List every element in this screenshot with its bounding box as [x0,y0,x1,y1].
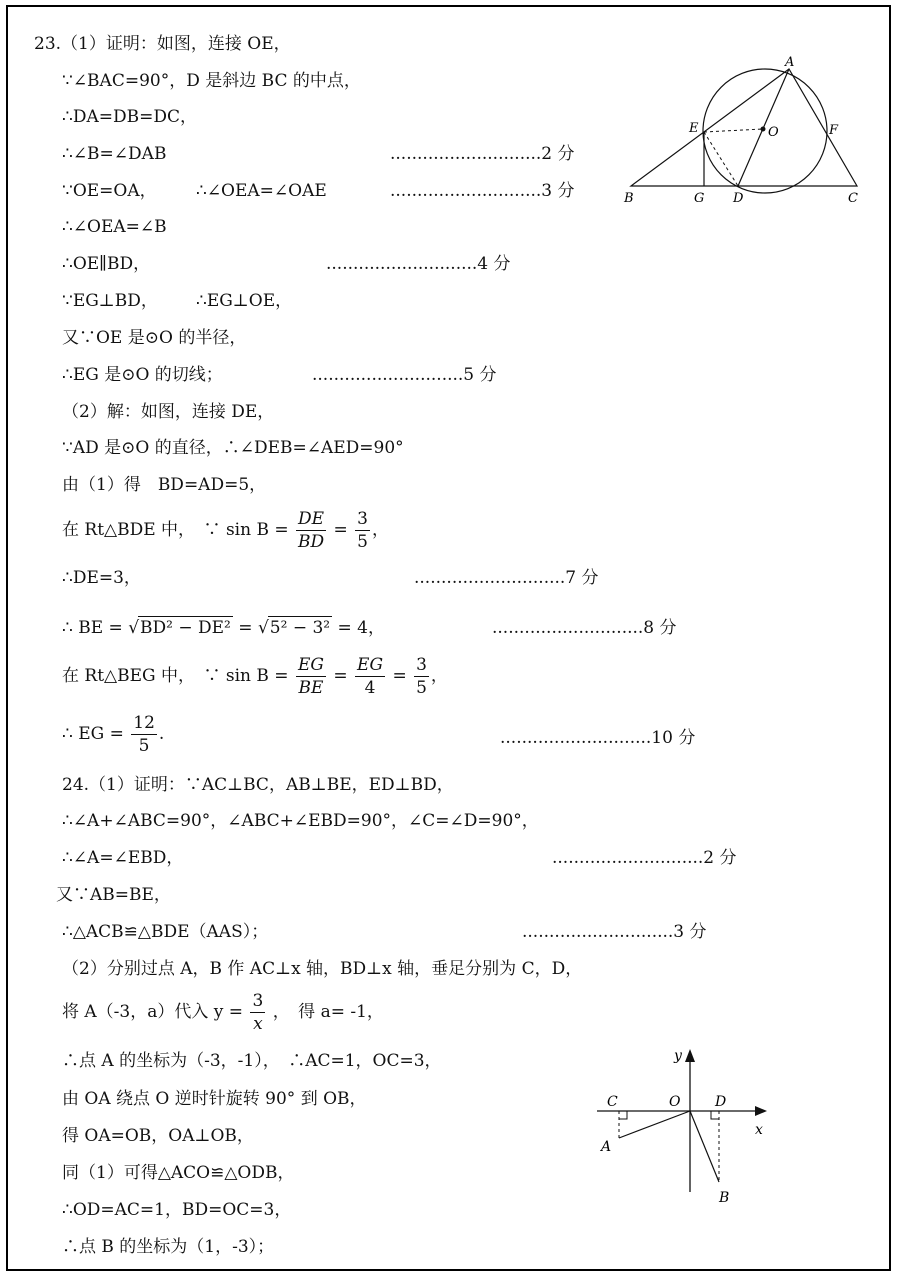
q23-line: 又∵OE 是⊙O 的半径， [62,328,247,348]
x-arrow-icon [755,1106,767,1116]
q23-line: ∴∠B=∠DAB [62,144,167,164]
label-c: C [607,1094,618,1110]
q23-title: 23.（1）证明：如图，连接 OE， [34,34,291,54]
q24-line: ∴△ACB≌△BDE（AAS）； [62,922,269,942]
label-d: D [733,191,744,206]
label-g: G [694,191,705,206]
q23-sin-beg: 在 Rt△BEG 中， ∵ sin B = $\frac{EG}{BE}$ = $\frac{EG}{4}$ = $\frac{3}{5}$ ， [62,655,448,698]
figure-coordinate [595,1040,785,1215]
score-mark: ............................7 分 [414,568,599,588]
label-b: B [624,191,634,206]
label-e: E [689,121,699,136]
q24-line: ∴OD=AC=1，BD=OC=3， [62,1200,292,1220]
score-mark: ............................4 分 [326,254,511,274]
q23-line: 由（1）得 BD=AD=5， [62,475,267,495]
triangle-abc [631,69,857,186]
segment-oa [619,1111,690,1138]
q23-line: ∴OE∥BD， [62,254,151,274]
q24-line: ∴∠A+∠ABC=90°，∠ABC+∠EBD=90°，∠C=∠D=90°， [62,811,539,831]
score-mark: ............................2 分 [390,144,575,164]
q24-line: ∴点 A 的坐标为（-3，-1）， ∴AC=1，OC=3， [62,1051,442,1071]
label-o: O [669,1094,681,1110]
q23-line: ∴∠OEA=∠B [62,217,167,237]
score-mark: ............................3 分 [390,181,575,201]
right-angle-d [711,1111,719,1119]
label-a: A [601,1139,612,1155]
q23-line: ∴EG 是⊙O 的切线； [62,365,223,385]
q23-line: ∵AD 是⊙O 的直径，∴∠DEB=∠AED=90° [62,438,404,458]
q24-line: 又∵AB=BE， [56,885,171,905]
label-a: A [785,55,795,70]
q23-line: ∵∠BAC=90°，D 是斜边 BC 的中点， [62,71,361,91]
q23-part2: （2）解：如图，连接 DE， [62,402,275,422]
label-d: D [715,1094,727,1110]
label-y: y [674,1048,682,1064]
label-f: F [829,123,839,138]
score-mark: ............................5 分 [312,365,497,385]
circle-o [703,69,827,193]
q24-part2: （2）分别过点 A，B 作 AC⊥x 轴，BD⊥x 轴，垂足分别为 C，D， [62,959,583,979]
q24-line: 得 OA=OB，OA⊥OB， [62,1126,254,1146]
q24-line: ∴∠A=∠EBD， [62,848,184,868]
y-arrow-icon [685,1049,695,1062]
q23-line: ∵OE=OA， [62,181,157,201]
q24-line: 同（1）可得△ACO≌△ODB， [62,1163,295,1183]
score-mark: ............................2 分 [552,848,737,868]
right-angle-c [619,1111,627,1119]
q23-line: ∴DE=3， [62,568,141,588]
q23-be-calc: ∴ BE = √BD² − DE² = √5² − 3² = 4， [62,618,385,638]
q23-line: ∵EG⊥BD， [62,291,158,311]
label-x: x [755,1122,763,1138]
q23-line: ∴EG⊥OE， [196,291,293,311]
q23-line: ∴∠OEA=∠OAE [196,181,327,201]
center-point [761,127,766,132]
q23-eg-result: ∴ EG = $\frac{12}{5}$ . [62,713,165,756]
score-mark: ............................8 分 [492,618,677,638]
label-b: B [719,1190,730,1206]
q23-sin-bde: 在 Rt△BDE 中， ∵ sin B = $\frac{DE}{BD}$ = $\frac{3}{5}$ ， [62,509,389,552]
label-c: C [848,191,858,206]
q24-title: 24.（1）证明：∵AC⊥BC，AB⊥BE，ED⊥BD， [62,775,454,795]
q24-line: 由 OA 绕点 O 逆时针旋转 90° 到 OB， [62,1089,367,1109]
segment-eo [704,129,763,132]
label-o: O [768,125,779,140]
score-mark: ............................3 分 [522,922,707,942]
figure-circle-triangle [615,52,875,212]
q23-line: ∴DA=DB=DC， [62,107,197,127]
q24-substitute: 将 A（-3，a）代入 y = $\frac{3}{x}$ ， 得 a= -1， [62,991,384,1034]
score-mark: ............................10 分 [500,728,696,748]
segment-ob [690,1111,719,1182]
q24-line: ∴点 B 的坐标为（1，-3）； [62,1237,275,1257]
